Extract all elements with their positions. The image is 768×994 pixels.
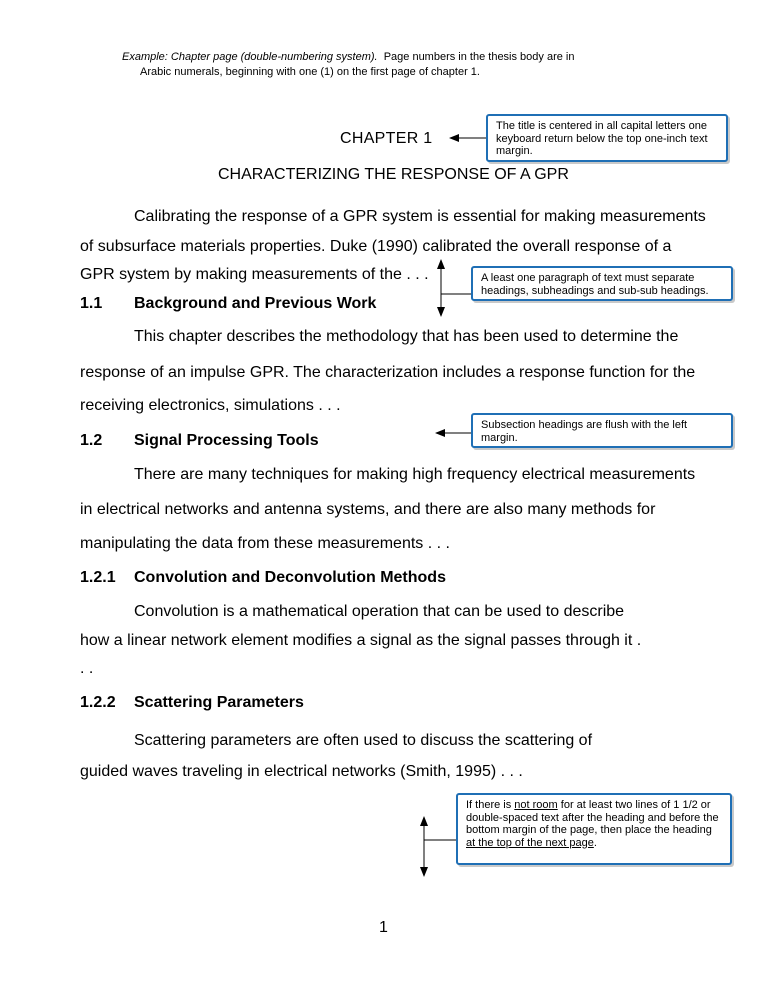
paragraph-line: Scattering parameters are often used to discuss the scattering of	[134, 732, 593, 749]
paragraph-line: guided waves traveling in electrical networks (Smith, 1995) . . .	[80, 763, 523, 780]
paragraph-line: Convolution is a mathematical operation that can be used to describe	[134, 603, 625, 620]
paragraph-line: how a linear network element modifies a signal as the signal passes through it .	[80, 632, 642, 649]
paragraph-line: There are many techniques for making high frequency electrical measurements	[134, 466, 696, 483]
callout-paragraph-note: A least one paragraph of text must separate headings, subheadings and sub-sub headings.	[471, 266, 733, 301]
room-note-emphasis: at the top of the next page	[466, 836, 594, 849]
example-rest: Page numbers in the thesis body are in	[383, 51, 575, 63]
example-label: Example: Chapter page (double-numbering system).	[122, 51, 378, 63]
section-heading: Signal Processing Tools	[134, 432, 319, 449]
paragraph-line: in electrical networks and antenna systems, and there are also many methods for	[80, 501, 656, 518]
room-note-text: for at least two lines of 1 1/2 or double-spaced text after the heading and before the bottom margin of the page, then place the heading	[466, 799, 719, 836]
subsection-heading: Scattering Parameters	[134, 694, 304, 711]
subsection-number: 1.2.2	[80, 694, 116, 711]
intro-line-2: of subsurface materials properties. Duke (1990) calibrated the overall response of a	[80, 238, 672, 255]
subsection-heading: Convolution and Deconvolution Methods	[134, 569, 446, 586]
intro-line-1: Calibrating the response of a GPR system is essential for making measurements	[134, 208, 706, 225]
section-heading: Background and Previous Work	[134, 295, 377, 312]
example-note-line2: Arabic numerals, beginning with one (1) on the first page of chapter 1.	[140, 66, 480, 78]
intro-line-3: GPR system by making measurements of the . . .	[80, 266, 429, 283]
chapter-title: CHARACTERIZING THE RESPONSE OF A GPR	[218, 166, 569, 183]
callout-subsection-note: Subsection headings are flush with the left margin.	[471, 413, 733, 448]
paragraph-line: receiving electronics, simulations . . .	[80, 397, 341, 414]
room-note-text: If there is	[466, 799, 515, 811]
paragraph-line: This chapter describes the methodology that has been used to determine the	[134, 328, 679, 345]
section-number: 1.1	[80, 295, 103, 312]
paragraph-line: . .	[80, 660, 94, 677]
subsection-number: 1.2.1	[80, 569, 116, 586]
chapter-label: CHAPTER 1	[340, 130, 433, 147]
room-note-emphasis: not room	[514, 799, 558, 811]
section-number: 1.2	[80, 432, 103, 449]
room-note-text: .	[593, 836, 597, 849]
paragraph-line: response of an impulse GPR. The characterization includes a response function for the	[80, 364, 696, 381]
page-number: 1	[379, 919, 388, 936]
callout-title-note: The title is centered in all capital letters one keyboard return below the top one-inch text margin.	[486, 114, 728, 162]
paragraph-line: manipulating the data from these measurements . . .	[80, 535, 450, 552]
